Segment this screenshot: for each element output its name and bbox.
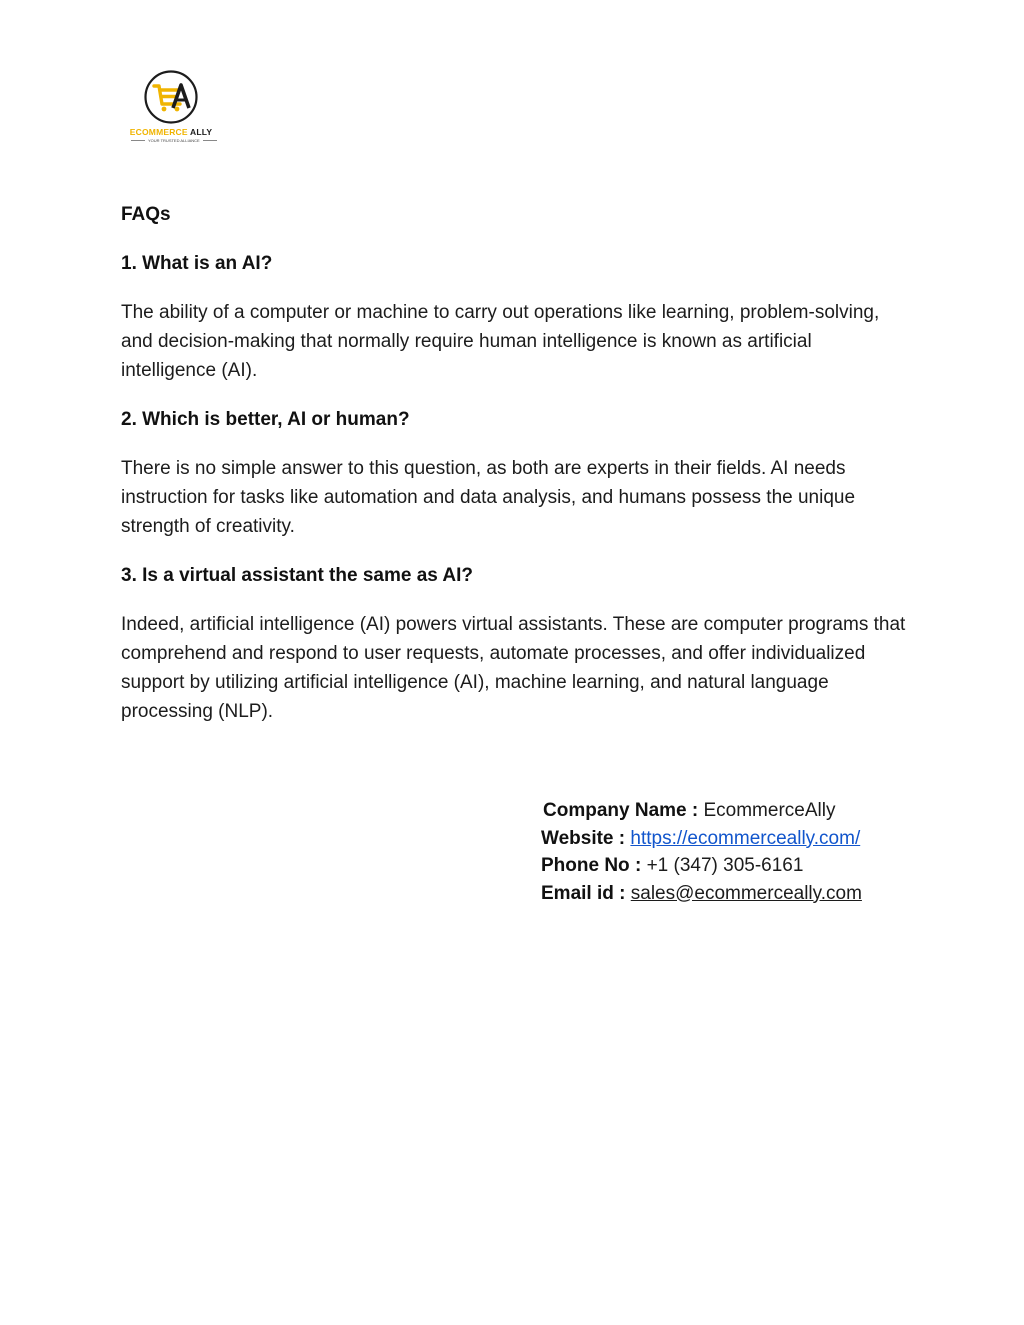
- company-logo: [128, 68, 214, 148]
- contact-email-row: [541, 880, 961, 908]
- contact-phone-row: [541, 852, 961, 880]
- logo-tagline-text: YOUR TRUSTED ALLIANCE: [148, 138, 200, 143]
- faq-question-2: 2. Which is better, AI or human?: [121, 409, 410, 430]
- faq-answer-3: Indeed, artificial intelligence (AI) powers virtual assistants. These are computer programs that comprehend and respond to user requests, automate processes, and offer individualized support by utilizing artificial intelligence (AI), machine learning, and natural language processing (NLP).: [121, 614, 906, 722]
- email-label: Email id :: [541, 882, 626, 904]
- faq-section: [121, 200, 911, 746]
- faq-answer-1: The ability of a computer or machine to carry out operations like learning, problem-solving, and decision-making that normally require human intelligence is known as artificial intelligence (AI).: [121, 302, 880, 381]
- phone-value: +1 (347) 305-6161: [646, 855, 804, 876]
- faq-answer-2: There is no simple answer to this question, as both are experts in their fields. AI needs instruction for tasks like automation and data analysis, and humans possess the unique strength of creativity.: [121, 458, 856, 537]
- shopping-cart-ea-icon: [128, 68, 214, 126]
- contact-block: [541, 797, 961, 907]
- faq-title: FAQs: [121, 204, 171, 225]
- company-label: Company Name :: [543, 800, 699, 821]
- website-link[interactable]: https://ecommerceally.com/: [630, 827, 861, 849]
- website-label: Website :: [541, 827, 626, 849]
- faq-question-1: 1. What is an AI?: [121, 253, 273, 274]
- faq-question-3: 3. Is a virtual assistant the same as AI?: [121, 565, 474, 586]
- phone-label: Phone No :: [541, 855, 642, 876]
- email-link[interactable]: sales@ecommerceally.com: [630, 882, 862, 904]
- logo-tagline: [128, 138, 214, 143]
- contact-website-row: [541, 825, 961, 853]
- logo-brand-text: [128, 127, 214, 137]
- logo-brand-part2: ALLY: [190, 127, 213, 137]
- company-value: EcommerceAlly: [703, 800, 836, 821]
- contact-company-row: [541, 797, 961, 825]
- logo-brand-part1: ECOMMERCE: [129, 127, 188, 137]
